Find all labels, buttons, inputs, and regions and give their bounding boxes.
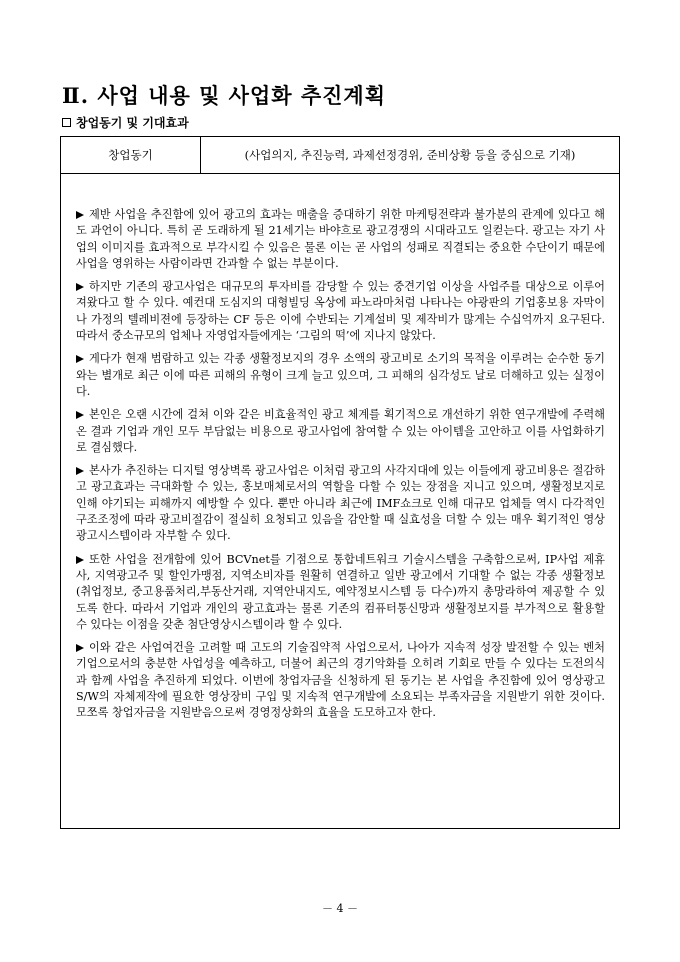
bullet-icon: [76, 644, 84, 652]
page-number: － 4 －: [322, 902, 358, 915]
paragraph: [76, 351, 605, 400]
bullet-icon: [76, 467, 84, 475]
paragraph: [76, 279, 605, 344]
paragraph: [76, 640, 605, 721]
paragraph-text: 본인은 오랜 시간에 걸쳐 이와 같은 비효율적인 광고 체계를 획기적으로 개선하기 위한 연구개발에 주력해온 결과 기업과 개인 모두 부담없는 비용으로 광고사업에 참여할 수 있는 아이템을 고안하고 이를 사업화하기로 결심했다.: [76, 408, 605, 454]
bullet-icon: [76, 283, 84, 291]
paragraph: [76, 552, 605, 633]
header-label: 창업동기: [61, 137, 201, 173]
paragraph-text: 본사가 추진하는 디지털 영상벽록 광고사업은 이처럼 광고의 사각지대에 있는 이들에게 광고비용은 절감하고 광고효과는 극대화할 수 있는, 홍보매체로서의 역할을 다할 수 있는 장점을 지니고 있으며, 생활정보지로 인해 야기되는 피해까지 예방할 수 있다. 뿐만 아니라 최근에 IMF쇼크로 인해 대규모 업체들 역시 다각적인 구조조정에 따라 광고비절감이 절실히 요청되고 있음을 감안할 때 실효성을 더할 수 있는 매우 획기적인 영상광고시스템이라 자부할 수 있다.: [76, 464, 605, 543]
paragraph: [76, 463, 605, 544]
paragraph-text: 게다가 현재 범람하고 있는 각종 생활정보지의 경우 소액의 광고비로 소기의 목적을 이루려는 순수한 동기와는 별개로 최근 이에 따른 피해의 유형이 크게 늘고 있으며, 그 피해의 심각성도 날로 더해하고 있는 실정이다.: [76, 352, 605, 398]
paragraph: [76, 207, 605, 272]
bullet-icon: [76, 211, 84, 219]
bullet-icon: [76, 411, 84, 419]
table-body: [61, 174, 619, 722]
page-title: Ⅱ. 사업 내용 및 사업화 추진계획: [62, 83, 386, 108]
section-header: [62, 114, 189, 131]
bullet-icon: [76, 556, 84, 564]
checkbox-icon: [62, 118, 71, 127]
motivation-table: [60, 136, 620, 829]
paragraph: [76, 407, 605, 456]
paragraph-text: 제반 사업을 추진함에 있어 광고의 효과는 매출을 증대하기 위한 마케팅전략과 불가분의 관계에 있다고 해도 과언이 아니다. 특히 곧 도래하게 될 21세기는 바야흐로 광고경쟁의 시대라고도 일컫는다. 광고는 자기 사업의 이미지를 효과적으로 부각시킬 수 있음은 물론 이는 곧 사업의 성패로 직결되는 중요한 수단이기 때문에 사업을 영위하는 사람이라면 간과할 수 없는 부분이다.: [76, 208, 605, 270]
paragraph-text: 또한 사업을 전개함에 있어 BCVnet를 기점으로 통합네트워크 기술시스템을 구축함으로써, IP사업 제휴사, 지역광고주 및 할인가맹점, 지역소비자를 원활히 연결하고 일반 광고에서 기대할 수 없는 각종 생활정보(취업정보, 중고용품처리,부동산거래, 지역안내지도, 예약정보시스템 등 다수)까지 총망라하여 제공할 수 있도록 한다. 따라서 기업과 개인의 광고효과는 물론 기존의 컴퓨터통신망과 생활정보지를 부가적으로 활용할 수 있다는 이점을 갖춘 첨단영상시스템이라 할 수 있다.: [76, 552, 605, 631]
paragraph-text: 하지만 기존의 광고사업은 대규모의 투자비를 감당할 수 있는 중견기업 이상을 사업주를 대상으로 이루어져왔다고 할 수 있다. 예컨대 도심지의 대형빌딩 옥상에 파노라마처럼 나타나는 야광판의 기업홍보용 자막이나 가정의 텔레비젼에 등장하는 CF 등은 이에 수반되는 기계설비 및 제작비가 많게는 수십억까지 요구된다. 따라서 중소규모의 업체나 자영업자들에게는 ‘그림의 떡’에 지나지 않았다.: [76, 280, 605, 343]
paragraph-text: 이와 같은 사업여건을 고려할 때 고도의 기술집약적 사업으로서, 나아가 지속적 성장 발전할 수 있는 벤처기업으로서의 충분한 사업성을 예측하고, 더불어 최근의 경기악화를 오히려 기회로 만들 수 있다는 도전의식과 함께 사업을 추진하게 되었다. 이번에 창업자금을 신청하게 된 동기는 본 사업을 추진함에 있어 영상광고S/W의 자체제작에 필요한 영상장비 구입 및 지속적 연구개발에 소요되는 부족자금을 지원받기 위한 것이다. 모쪼록 창업자금을 지원받음으로써 경영정상화의 효율을 도모하고자 한다.: [76, 641, 605, 720]
table-header: [61, 137, 619, 174]
bullet-icon: [76, 355, 84, 363]
header-note: (사업의지, 추진능력, 과제선정경위, 준비상황 등을 중심으로 기재): [244, 148, 576, 162]
section-label: 창업동기 및 기대효과: [76, 116, 189, 130]
